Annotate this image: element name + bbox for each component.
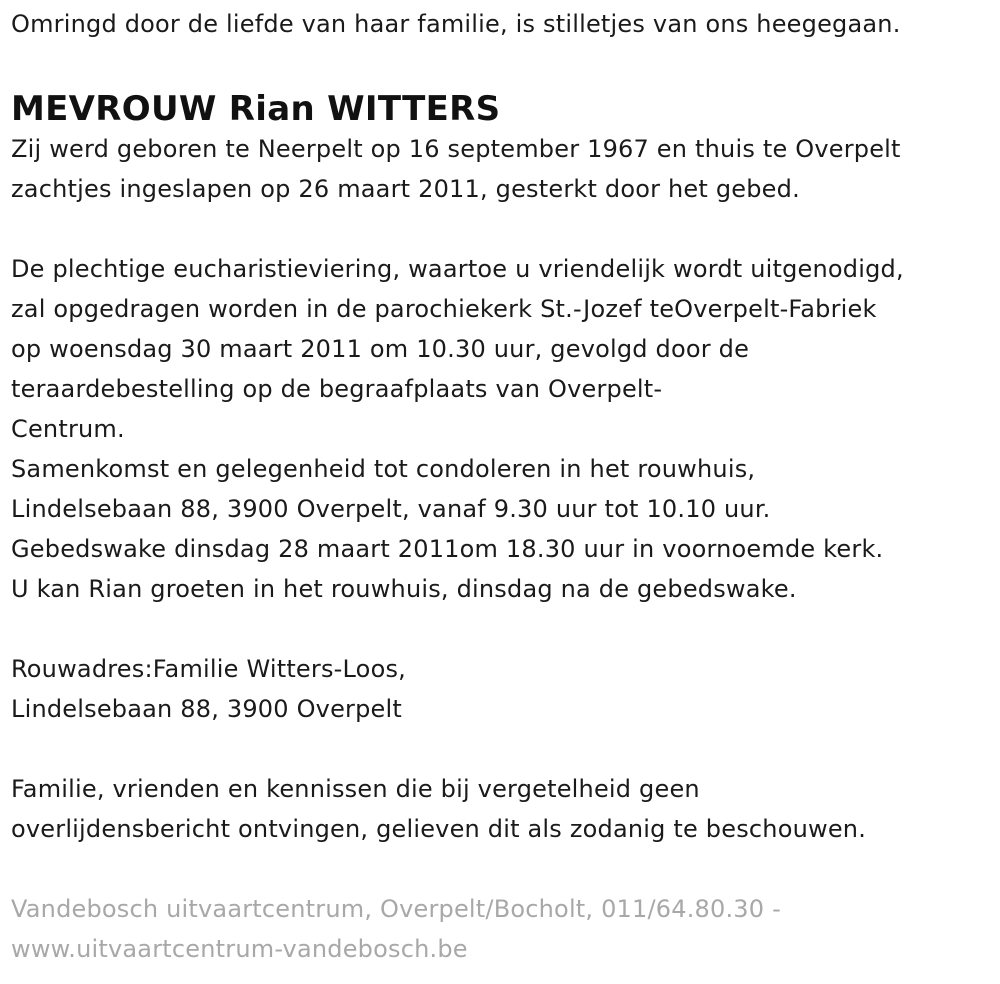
intro-text: Omringd door de liefde van haar familie, is stilletjes van ons heegegaan.	[11, 10, 901, 38]
ceremony-line: Gebedswake dinsdag 28 maart 2011om 18.30 uur in voornoemde kerk.	[11, 535, 884, 563]
deceased-name: MEVROUW Rian WITTERS	[11, 89, 501, 129]
ceremony-line: zal opgedragen worden in de parochiekerk St.-Jozef teOverpelt-Fabriek	[11, 295, 877, 323]
footer-line: Vandebosch uitvaartcentrum, Overpelt/Bocholt, 011/64.80.30 -	[11, 895, 781, 923]
ceremony-section	[11, 249, 991, 609]
ceremony-line: teraardebestelling op de begraafplaats van Overpelt-	[11, 375, 663, 403]
closing-section	[11, 769, 991, 849]
ceremony-line: op woensdag 30 maart 2011 om 10.30 uur, gevolgd door de	[11, 335, 750, 363]
death-notice	[11, 0, 991, 969]
funeral-home-footer	[11, 889, 991, 969]
address-line: Lindelsebaan 88, 3900 Overpelt	[11, 695, 402, 723]
closing-line: overlijdensbericht ontvingen, gelieven dit als zodanig te beschouwen.	[11, 815, 867, 843]
closing-line: Familie, vrienden en kennissen die bij vergetelheid geen	[11, 775, 700, 803]
birth-line: Zij werd geboren te Neerpelt op 16 september 1967 en thuis te Overpelt	[11, 135, 901, 163]
spacer	[11, 609, 991, 649]
birth-line: zachtjes ingeslapen op 26 maart 2011, gesterkt door het gebed.	[11, 175, 800, 203]
ceremony-line: Centrum.	[11, 415, 125, 443]
address-line: Rouwadres:Familie Witters-Loos,	[11, 655, 406, 683]
ceremony-line: De plechtige eucharistieviering, waartoe u vriendelijk wordt uitgenodigd,	[11, 255, 904, 283]
birth-section	[11, 129, 991, 209]
ceremony-line: U kan Rian groeten in het rouwhuis, dinsdag na de gebedswake.	[11, 575, 797, 603]
spacer	[11, 729, 991, 769]
spacer	[11, 209, 991, 249]
ceremony-line: Lindelsebaan 88, 3900 Overpelt, vanaf 9.30 uur tot 10.10 uur.	[11, 495, 771, 523]
ceremony-line: Samenkomst en gelegenheid tot condoleren in het rouwhuis,	[11, 455, 756, 483]
footer-website: www.uitvaartcentrum-vandebosch.be	[11, 935, 468, 963]
address-section	[11, 649, 991, 729]
spacer	[11, 849, 991, 889]
